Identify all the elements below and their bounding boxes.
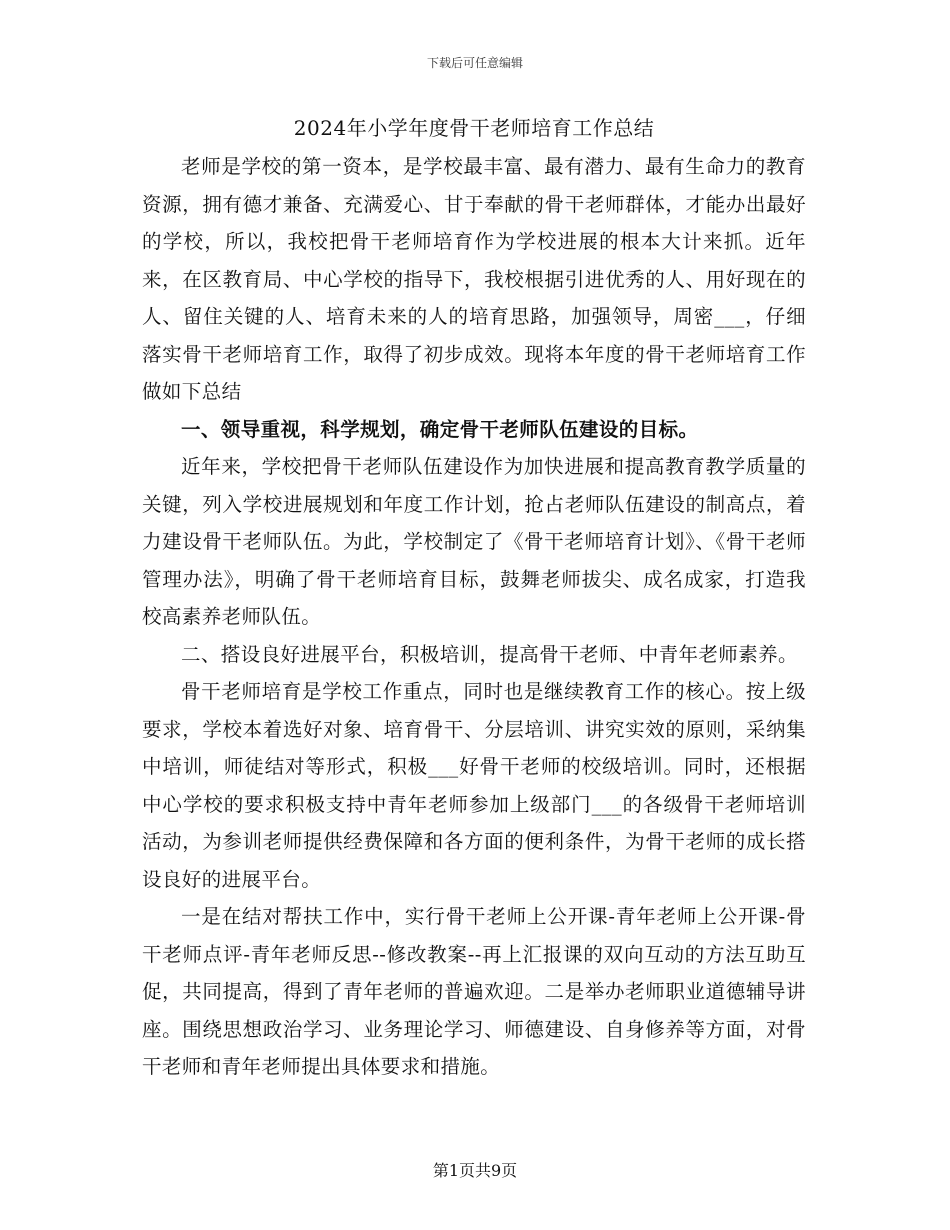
document-body	[142, 112, 806, 1086]
section-heading-1: 一、领导重视，科学规划，确定骨干老师队伍建设的目标。	[181, 417, 699, 441]
document-title: 2024年小学年度骨干老师培育工作总结	[293, 116, 655, 140]
paragraph-intro: 老师是学校的第一资本，是学校最丰富、最有潜力、最有生命力的教育资源，拥有德才兼备、充满爱心、甘于奉献的骨干老师群体，才能办出最好的学校，所以，我校把骨干老师培育作为学校进展的根本大计来抓。近年来，在区教育局、中心学校的指导下，我校根据引进优秀的人、用好现在的人、留住关键的人、培育未来的人的培育思路，加强领导，周密___，仔细落实骨干老师培育工作，取得了初步成效。现将本年度的骨干老师培育工作做如下总结	[142, 155, 806, 403]
paragraph-section-1: 近年来，学校把骨干老师队伍建设作为加快进展和提高教育教学质量的关键，列入学校进展规划和年度工作计划，抢占老师队伍建设的制高点，着力建设骨干老师队伍。为此，学校制定了《骨干老师培育计划》、《骨干老师管理办法》，明确了骨干老师培育目标，鼓舞老师拔尖、成名成家，打造我校高素养老师队伍。	[142, 455, 806, 628]
paragraph-section-2: 骨干老师培育是学校工作重点，同时也是继续教育工作的核心。按上级要求，学校本着选好对象、培育骨干、分层培训、讲究实效的原则，采纳集中培训，师徒结对等形式，积极___好骨干老师的校级培训。同时，还根据中心学校的要求积极支持中青年老师参加上级部门___的各级骨干老师培训活动，为参训老师提供经费保障和各方面的便利条件，为骨干老师的成长搭设良好的进展平台。	[142, 680, 806, 891]
paragraph-section-2-detail: 一是在结对帮扶工作中，实行骨干老师上公开课-青年老师上公开课-骨干老师点评-青年老师反思--修改教案--再上汇报课的双向互动的方法互助互促，共同提高，得到了青年老师的普遍欢迎。二是举办老师职业道德辅导讲座。围绕思想政治学习、业务理论学习、师德建设、自身修养等方面，对骨干老师和青年老师提出具体要求和措施。	[142, 905, 806, 1078]
page-footer: 第1页共9页	[432, 1161, 518, 1180]
section-heading-2: 二、搭设良好进展平台，积极培训，提高骨干老师、中青年老师素养。	[181, 642, 798, 666]
header-note: 下载后可任意编辑	[426, 56, 523, 70]
